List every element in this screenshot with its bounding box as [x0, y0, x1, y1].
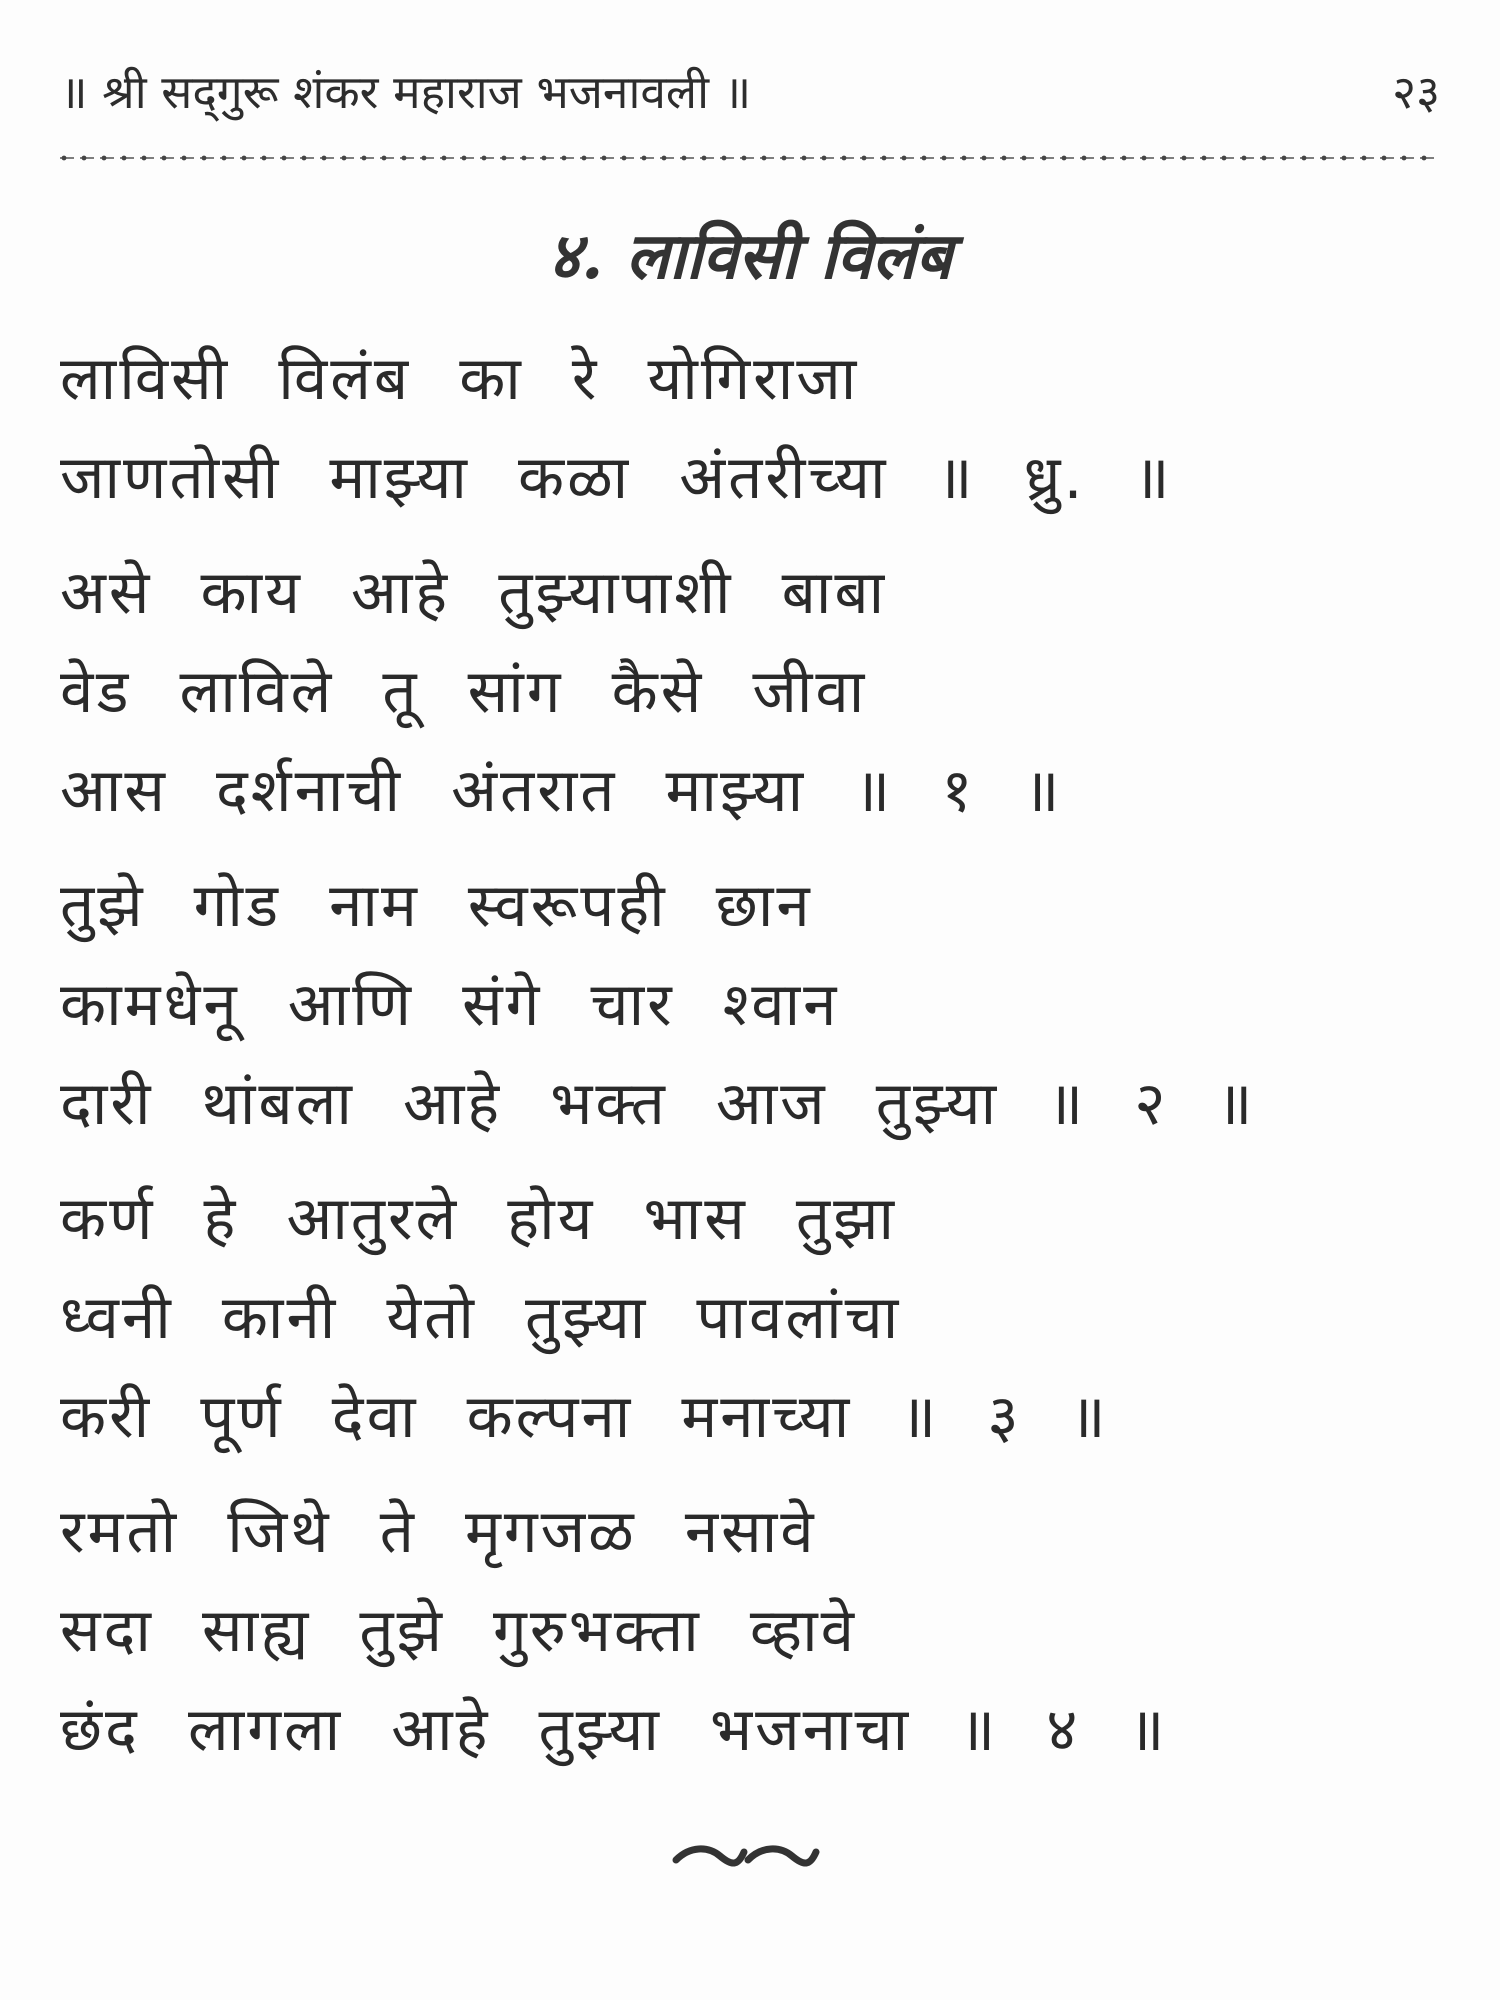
stanza [60, 544, 1440, 841]
lyric-line: कामधेनू आणि संगे चार श्वान [60, 970, 840, 1040]
lyric-line: आस दर्शनाची अंतरात माझ्या ॥ १ ॥ [60, 756, 1063, 826]
stanza [60, 1170, 1440, 1467]
stanza [60, 330, 1440, 528]
lyric-line: सदा साह्य तुझे गुरुभक्ता व्हावे [60, 1596, 857, 1666]
bhajan-title: ४. लाविसी विलंब [547, 219, 953, 294]
stanza [60, 857, 1440, 1154]
ornamental-divider [60, 150, 1440, 166]
lyric-line: वेड लाविले तू सांग कैसे जीवा [60, 657, 868, 727]
lyric-line: दारी थांबला आहे भक्त आज तुझ्या ॥ २ ॥ [60, 1069, 1256, 1139]
running-header-title: ॥ श्री सद्‌गुरू शंकर महाराज भजनावली ॥ [60, 65, 752, 119]
tilde-end-ornament [670, 1838, 820, 1874]
lyric-line: असे काय आहे तुझ्यापाशी बाबा [60, 558, 888, 628]
page-number: २३ [1392, 65, 1440, 119]
lyric-line: छंद लागला आहे तुझ्या भजनाचा ॥ ४ ॥ [60, 1695, 1168, 1765]
lyric-line: करी पूर्ण देवा कल्पना मनाच्या ॥ ३ ॥ [60, 1382, 1109, 1452]
lyric-line: ध्वनी कानी येतो तुझ्या पावलांचा [60, 1283, 902, 1353]
lyric-line: कर्ण हे आतुरले होय भास तुझा [60, 1184, 898, 1254]
lyric-line: तुझे गोड नाम स्वरूपही छान [60, 871, 813, 941]
stanza [60, 1483, 1440, 1780]
lyric-line: रमतो जिथे ते मृगजळ नसावे [60, 1497, 817, 1567]
lyric-line: लाविसी विलंब का रे योगिराजा [60, 344, 860, 414]
lyric-line: जाणतोसी माझ्या कळा अंतरीच्या ॥ ध्रु. ॥ [60, 443, 1173, 513]
bhajan-lyrics [60, 330, 1440, 1796]
